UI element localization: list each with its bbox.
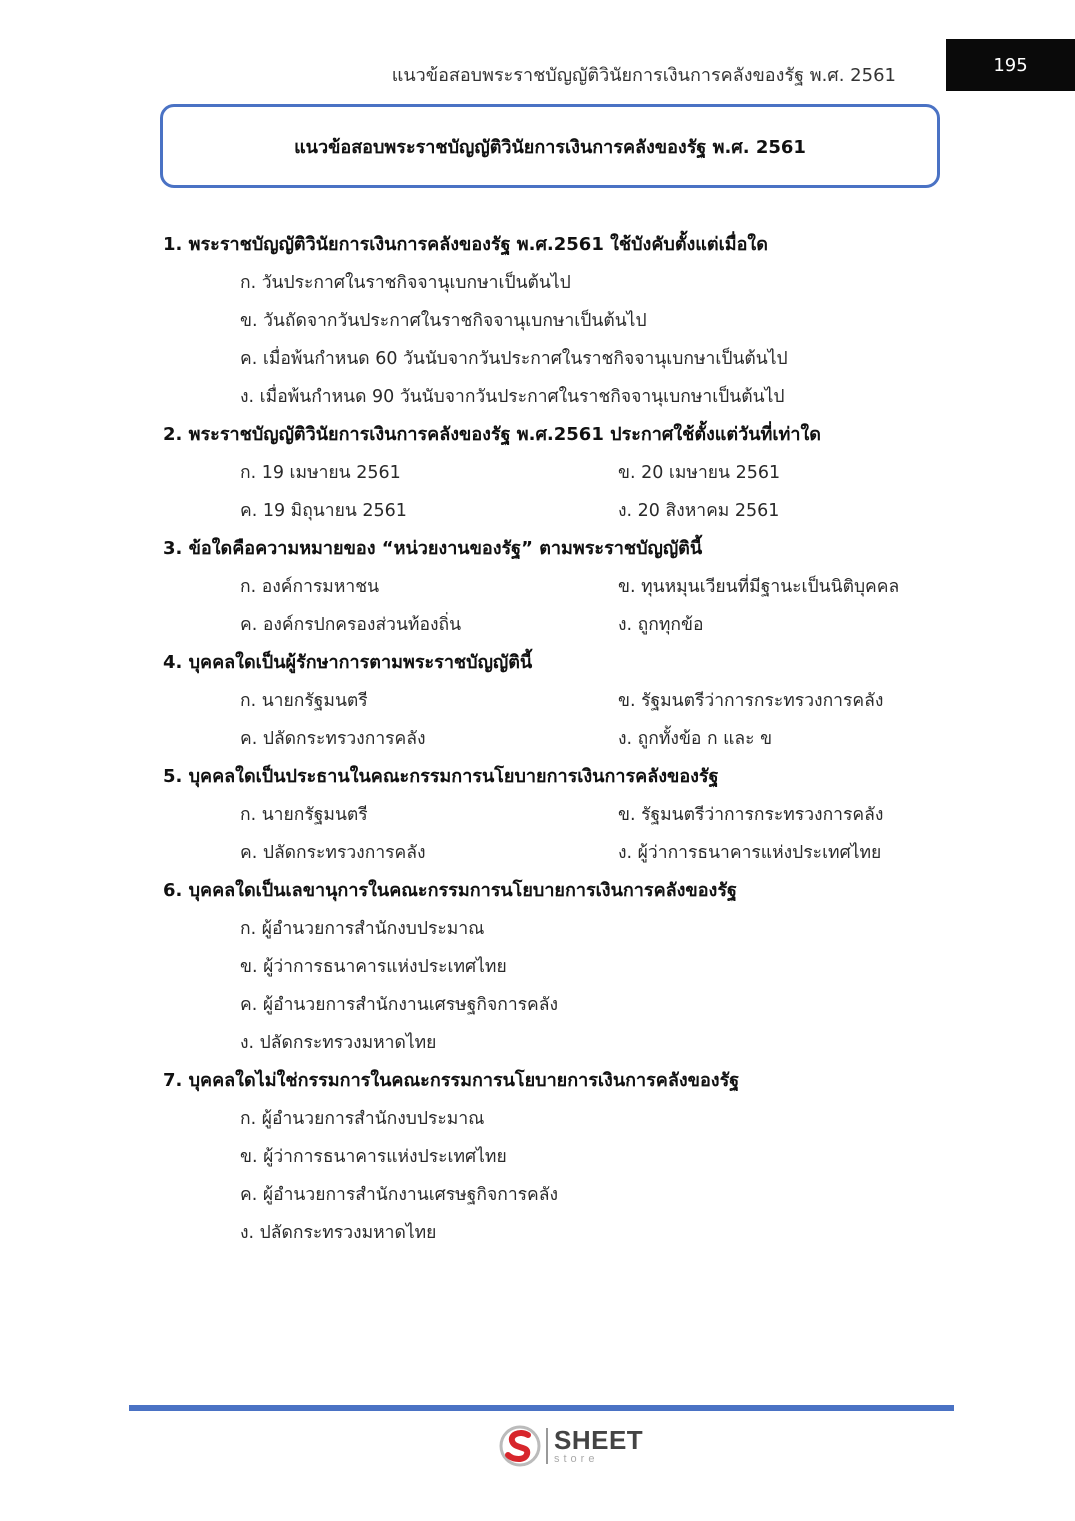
option-b: ข. ทุนหมุนเวียนที่มีฐานะเป็นนิติบุคคล [618, 577, 900, 597]
option-b: ข. ผู้ว่าการธนาคารแห่งประเทศไทย [240, 957, 507, 977]
running-header-title: แนวข้อสอบพระราชบัญญัติวินัยการเงินการคลังของรัฐ พ.ศ. 2561 [391, 65, 896, 86]
logo-text [554, 1427, 643, 1465]
option-a: ก. วันประกาศในราชกิจจานุเบกษาเป็นต้นไป [240, 273, 571, 293]
question-text: 5. บุคคลใดเป็นประธานในคณะกรรมการนโยบายการเงินการคลังของรัฐ [163, 766, 719, 787]
option-a: ก. นายกรัฐมนตรี [240, 805, 368, 825]
question-block [163, 872, 943, 1062]
option-c: ค. เมื่อพ้นกำหนด 60 วันนับจากวันประกาศในราชกิจจานุเบกษาเป็นต้นไป [240, 349, 788, 369]
page-title: แนวข้อสอบพระราชบัญญัติวินัยการเงินการคลังของรัฐ พ.ศ. 2561 [294, 136, 806, 158]
option-b: ข. วันถัดจากวันประกาศในราชกิจจานุเบกษาเป็นต้นไป [240, 311, 647, 331]
footer-divider [129, 1405, 954, 1411]
option-d: ง. เมื่อพ้นกำหนด 90 วันนับจากวันประกาศในราชกิจจานุเบกษาเป็นต้นไป [240, 387, 785, 407]
question-list [163, 226, 943, 1252]
option-a: ก. นายกรัฐมนตรี [240, 691, 368, 711]
logo-divider [546, 1428, 548, 1464]
question-text: 6. บุคคลใดเป็นเลขานุการในคณะกรรมการนโยบายการเงินการคลังของรัฐ [163, 880, 737, 901]
options-list [163, 910, 943, 1062]
option-c: ค. ผู้อำนวยการสำนักงานเศรษฐกิจการคลัง [240, 1185, 559, 1205]
question-block [163, 1062, 943, 1252]
option-c: ค. ปลัดกระทรวงการคลัง [240, 843, 426, 863]
question-text: 7. บุคคลใดไม่ใช่กรรมการในคณะกรรมการนโยบายการเงินการคลังของรัฐ [163, 1070, 740, 1091]
question-text: 3. ข้อใดคือความหมายของ “หน่วยงานของรัฐ” ตามพระราชบัญญัตินี้ [163, 538, 703, 559]
option-d: ง. ปลัดกระทรวงมหาดไทย [240, 1223, 437, 1243]
option-c: ค. ปลัดกระทรวงการคลัง [240, 729, 426, 749]
option-c: ค. 19 มิถุนายน 2561 [240, 501, 407, 521]
option-a: ก. องค์การมหาชน [240, 577, 380, 597]
logo-sub-text: store [554, 1453, 599, 1465]
question-text: 1. พระราชบัญญัติวินัยการเงินการคลังของรัฐ พ.ศ.2561 ใช้บังคับตั้งแต่เมื่อใด [163, 234, 768, 255]
title-box [160, 104, 940, 188]
option-d: ง. 20 สิงหาคม 2561 [618, 501, 780, 521]
question-block [163, 644, 943, 758]
page-number: 195 [993, 54, 1028, 76]
option-c: ค. ผู้อำนวยการสำนักงานเศรษฐกิจการคลัง [240, 995, 559, 1015]
option-c: ค. องค์กรปกครองส่วนท้องถิ่น [240, 615, 462, 635]
option-d: ง. ถูกทั้งข้อ ก และ ข [618, 729, 773, 749]
question-block [163, 530, 943, 644]
option-b: ข. รัฐมนตรีว่าการกระทรวงการคลัง [618, 805, 884, 825]
option-d: ง. ปลัดกระทรวงมหาดไทย [240, 1033, 437, 1053]
logo-s-icon [498, 1424, 542, 1468]
option-b: ข. 20 เมษายน 2561 [618, 463, 781, 483]
option-b: ข. ผู้ว่าการธนาคารแห่งประเทศไทย [240, 1147, 507, 1167]
question-block [163, 416, 943, 530]
options-grid [163, 796, 943, 872]
question-text: 2. พระราชบัญญัติวินัยการเงินการคลังของรัฐ พ.ศ.2561 ประกาศใช้ตั้งแต่วันที่เท่าใด [163, 424, 821, 445]
option-b: ข. รัฐมนตรีว่าการกระทรวงการคลัง [618, 691, 884, 711]
options-list [163, 1100, 943, 1252]
options-grid [163, 682, 943, 758]
option-a: ก. ผู้อำนวยการสำนักงบประมาณ [240, 1109, 485, 1129]
question-block [163, 758, 943, 872]
question-block [163, 226, 943, 416]
sheet-store-logo [498, 1424, 643, 1468]
options-grid [163, 454, 943, 530]
options-list [163, 264, 943, 416]
logo-main-text: SHEET [554, 1425, 644, 1455]
question-text: 4. บุคคลใดเป็นผู้รักษาการตามพระราชบัญญัตินี้ [163, 652, 533, 673]
option-a: ก. ผู้อำนวยการสำนักงบประมาณ [240, 919, 485, 939]
option-d: ง. ถูกทุกข้อ [618, 615, 704, 635]
option-d: ง. ผู้ว่าการธนาคารแห่งประเทศไทย [618, 843, 882, 863]
options-grid [163, 568, 943, 644]
option-a: ก. 19 เมษายน 2561 [240, 463, 401, 483]
page-number-box [946, 39, 1075, 91]
